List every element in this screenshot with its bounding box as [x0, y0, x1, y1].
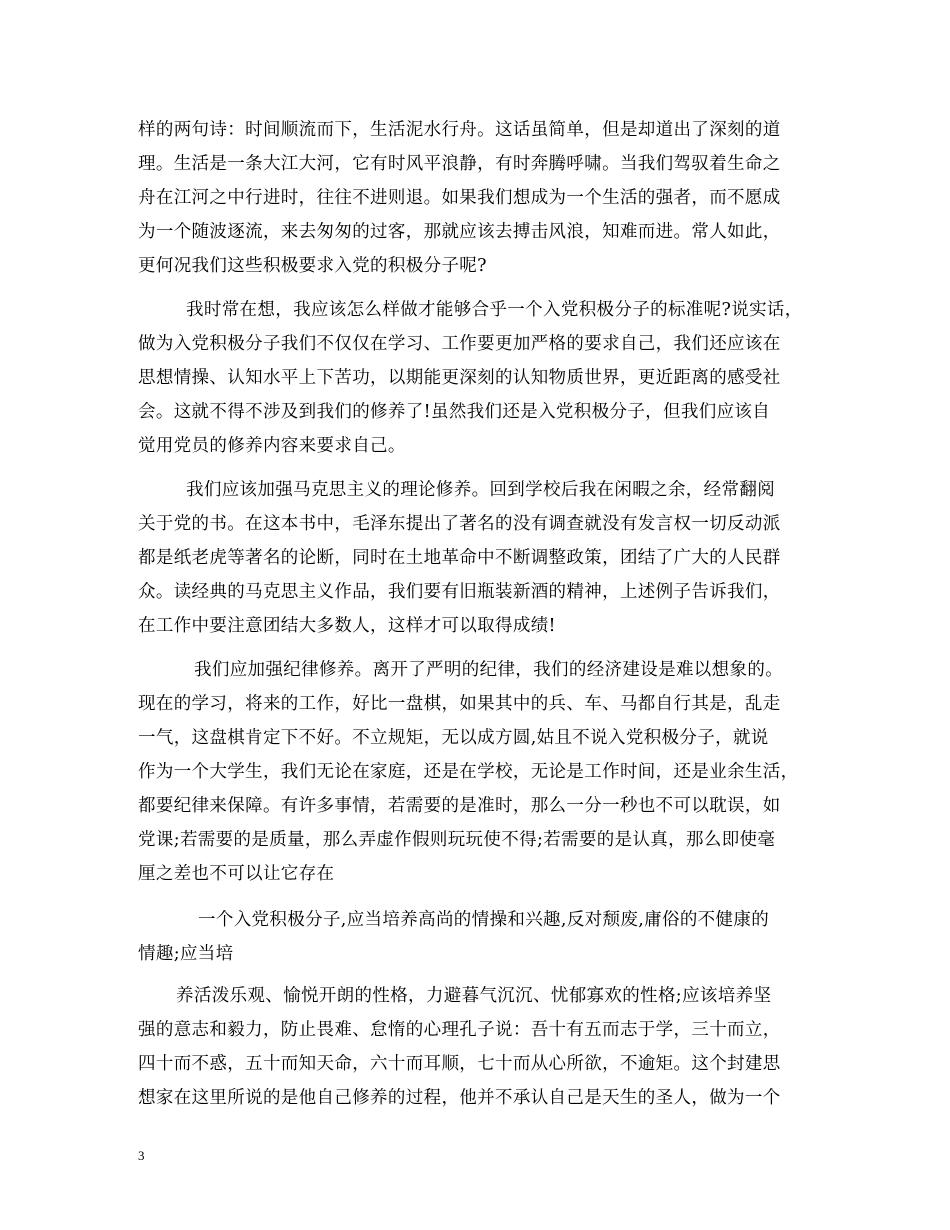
text-line: 做为入党积极分子我们不仅仅在学习、工作要更加严格的要求自己，我们还应该在 — [138, 334, 781, 354]
text-line: 思想情操、认知水平上下苦功，以期能更深刻的认知物质世界，更近距离的感受社 — [138, 368, 781, 388]
text-line: 在工作中要注意团结大多数人，这样才可以取得成绩! — [138, 616, 556, 636]
text-line: 厘之差也不可以让它存在 — [138, 864, 335, 884]
text-line: 众。读经典的马克思主义作品，我们要有旧瓶装新酒的精神，上述例子告诉我们， — [138, 582, 781, 602]
text-line: 为一个随波逐流，来去匆匆的过客，那就应该去搏击风浪，知难而进。常人如此， — [138, 222, 781, 242]
text-line: 会。这就不得不涉及到我们的修养了!虽然我们还是入党积极分子，但我们应该自 — [138, 402, 771, 422]
text-line: 想家在这里所说的是他自己修养的过程，他并不承认自己是天生的圣人，做为一个 — [138, 1088, 781, 1108]
text-line: 更何况我们这些积极要求入党的积极分子呢? — [138, 256, 487, 276]
text-line: 都要纪律来保障。有许多事情，若需要的是准时，那么一分一秒也不可以耽误，如 — [138, 796, 781, 816]
text-line: 一气，这盘棋肯定下不好。不立规矩，无以成方圆,姑且不说入党积极分子，就说 — [138, 728, 769, 748]
text-line: 理。生活是一条大江大河，它有时风平浪静，有时奔腾呼啸。当我们驾驭着生命之 — [138, 154, 781, 174]
text-line: 我们应加强纪律修养。离开了严明的纪律，我们的经济建设是难以想象的。 — [194, 660, 784, 680]
text-line: 样的两句诗：时间顺流而下，生活泥水行舟。这话虽简单，但是却道出了深刻的道 — [138, 120, 781, 140]
text-line: 党课;若需要的是质量，那么弄虚作假则玩玩使不得;若需要的是认真，那么即使毫 — [138, 830, 776, 850]
text-line: 觉用党员的修养内容来要求自己。 — [138, 436, 406, 456]
text-line: 作为一个大学生，我们无论在家庭，还是在学校，无论是工作时间，还是业余生活， — [138, 762, 799, 782]
text-line: 都是纸老虎等著名的论断，同时在土地革命中不断调整政策，团结了广大的人民群 — [138, 548, 781, 568]
text-line: 现在的学习，将来的工作，好比一盘棋，如果其中的兵、车、马都自行其是，乱走 — [138, 694, 781, 714]
page-number: 3 — [138, 1148, 145, 1163]
text-line: 强的意志和毅力，防止畏难、怠惰的心理孔子说：吾十有五而志于学，三十而立， — [138, 1020, 781, 1040]
text-line: 四十而不惑，五十而知天命，六十而耳顺，七十而从心所欲，不逾矩。这个封建思 — [138, 1054, 781, 1074]
text-line: 一个入党积极分子,应当培养高尚的情操和兴趣,反对颓废,庸俗的不健康的 — [198, 910, 770, 930]
text-line: 舟在江河之中行进时，往往不进则退。如果我们想成为一个生活的强者，而不愿成 — [138, 188, 781, 208]
text-line: 关于党的书。在这本书中，毛泽东提出了著名的没有调查就没有发言权一切反动派 — [138, 514, 781, 534]
text-line: 情趣;应当培 — [138, 944, 234, 964]
text-line: 我们应该加强马克思主义的理论修养。回到学校后我在闲暇之余，经常翻阅 — [186, 480, 776, 500]
text-line: 养活泼乐观、愉悦开朗的性格，力避暮气沉沉、忧郁寡欢的性格;应该培养坚 — [176, 986, 772, 1006]
text-line: 我时常在想，我应该怎么样做才能够合乎一个入党积极分子的标准呢?说实话， — [186, 300, 803, 320]
